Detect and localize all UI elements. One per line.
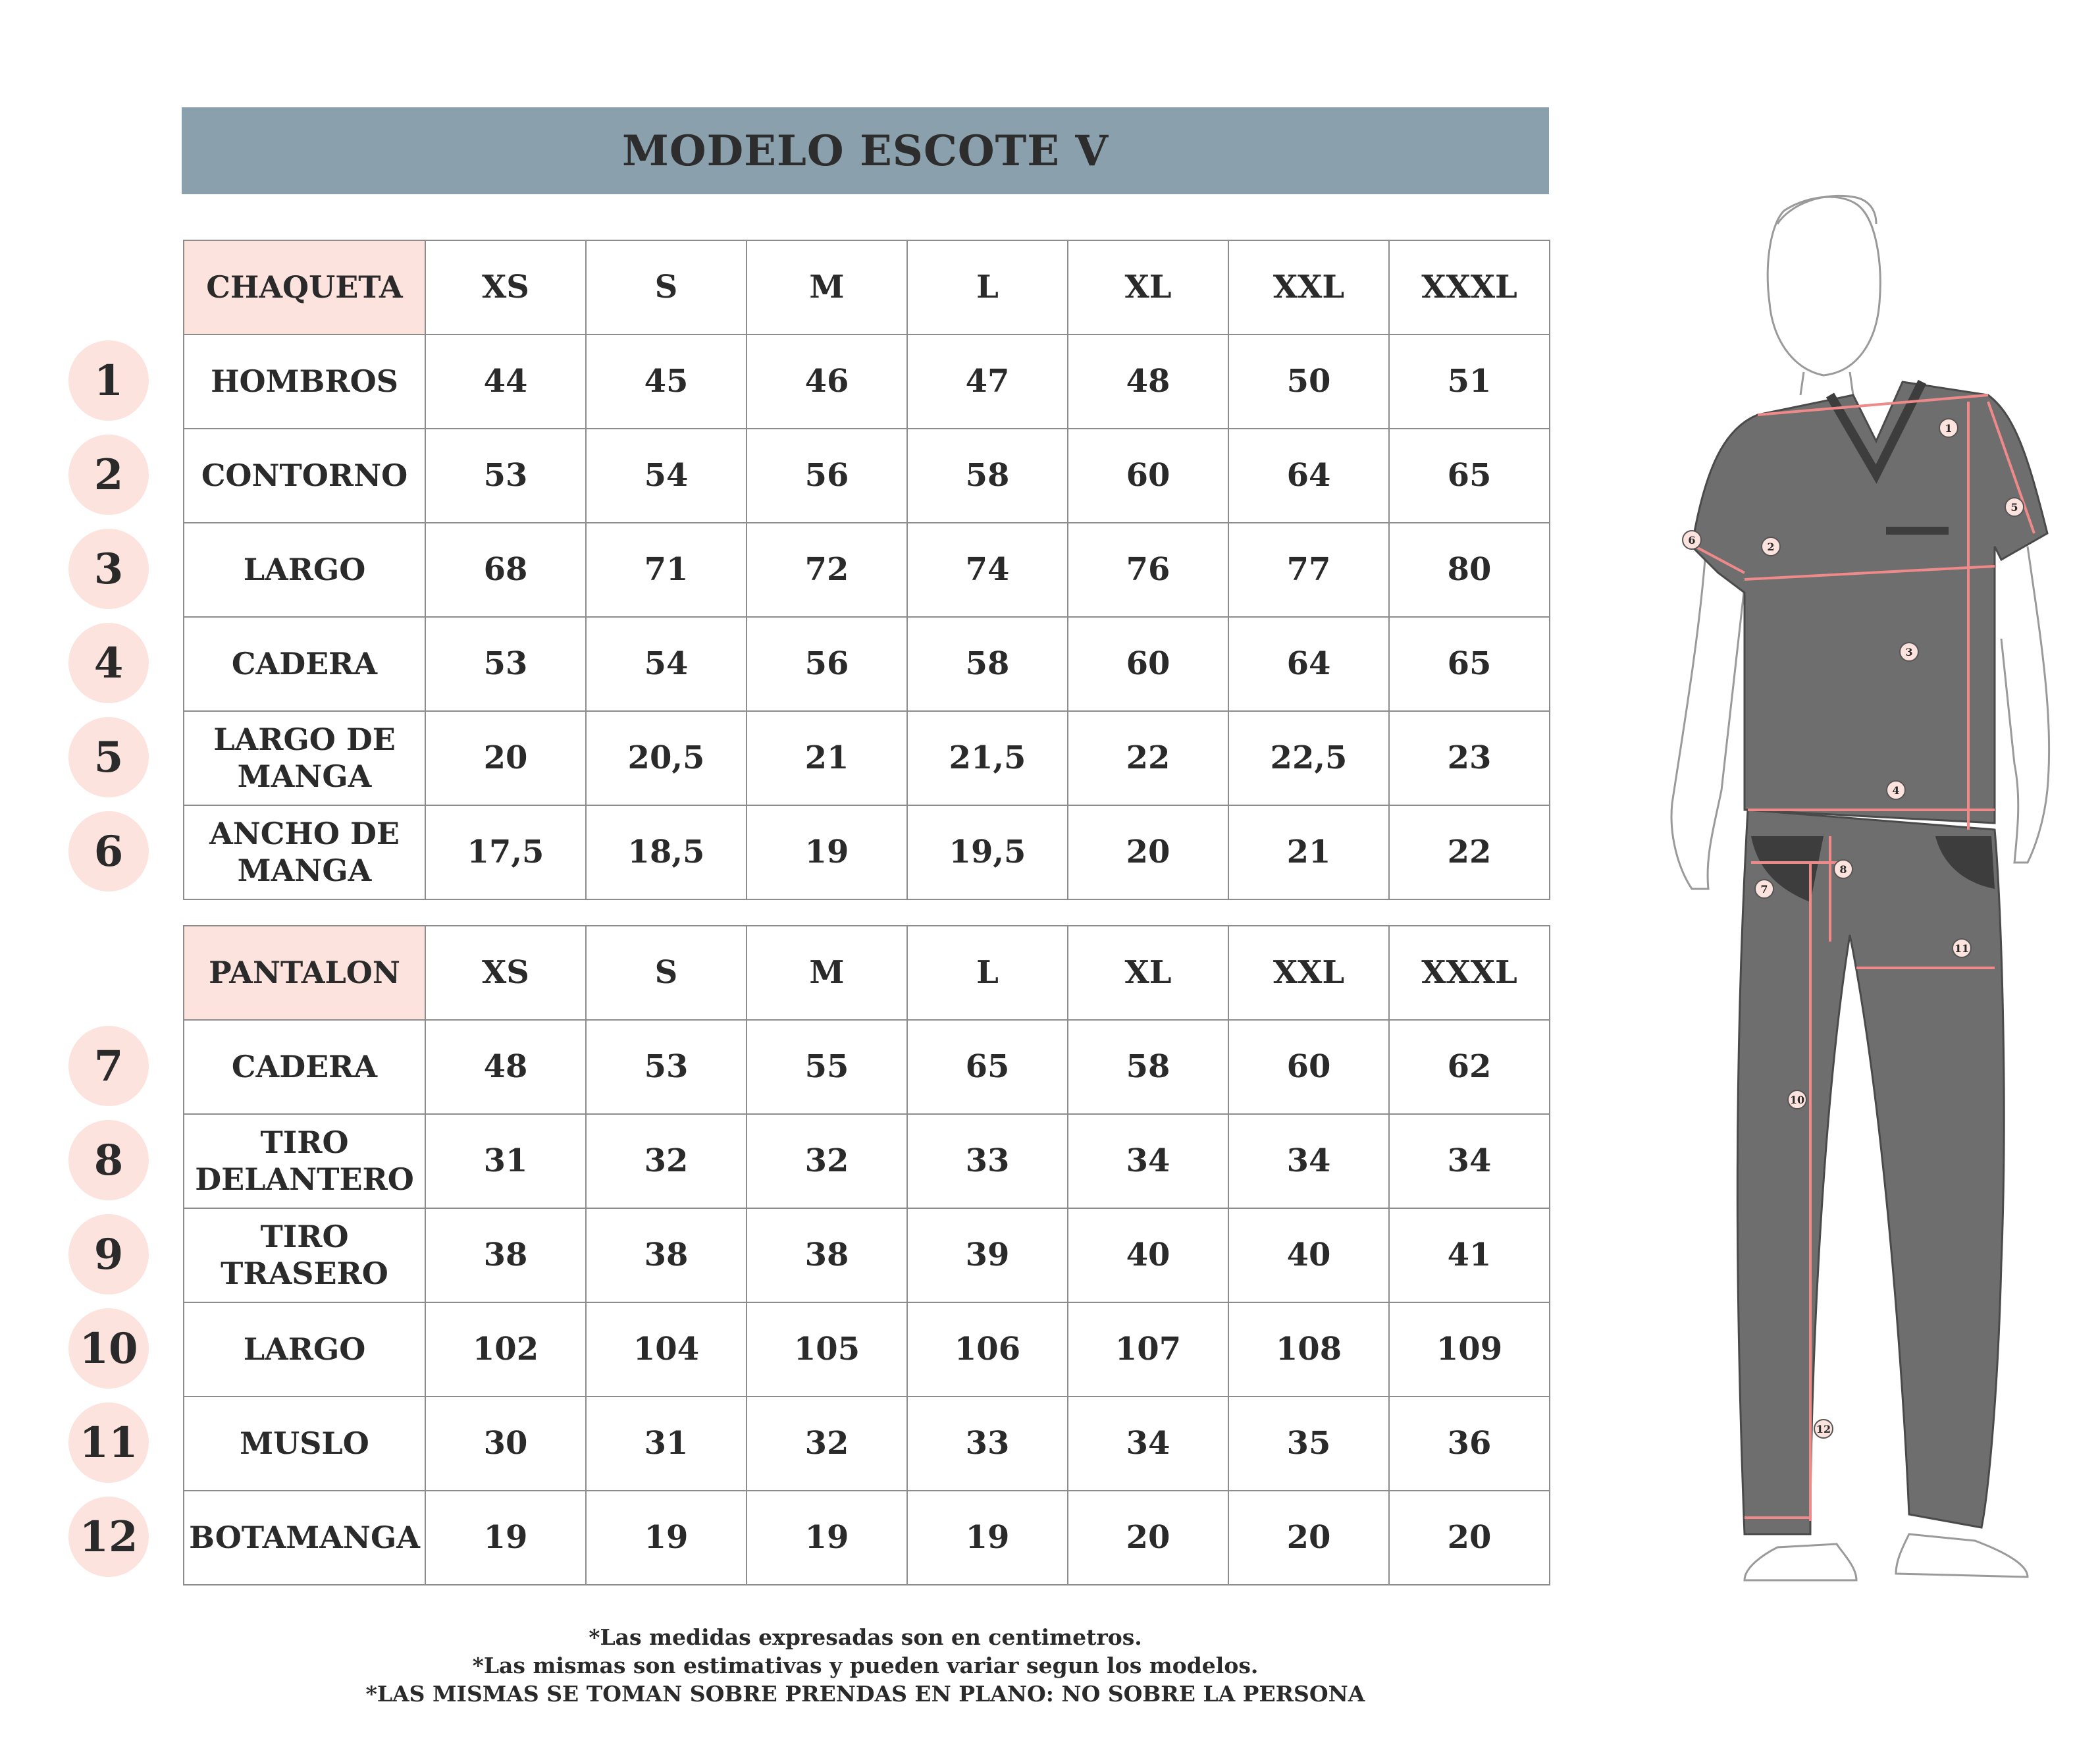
table-cell: 30	[425, 1397, 586, 1491]
table-cell: 36	[1389, 1397, 1550, 1491]
table-cell: 38	[425, 1208, 586, 1302]
table-cell: 56	[747, 429, 907, 523]
svg-text:2: 2	[1767, 541, 1775, 553]
size-header-s: S	[586, 240, 747, 334]
svg-text:4: 4	[1892, 784, 1900, 797]
row-number-badge: 12	[68, 1497, 149, 1577]
table-row	[184, 1302, 1550, 1397]
row-label: CONTORNO	[184, 429, 425, 523]
table-cell: 68	[425, 523, 586, 617]
table-row	[184, 617, 1550, 711]
svg-text:5: 5	[2010, 501, 2018, 514]
table-cell: 53	[586, 1020, 747, 1114]
table-row	[184, 1208, 1550, 1302]
table-row	[184, 711, 1550, 805]
table-cell: 72	[747, 523, 907, 617]
table-cell: 60	[1228, 1020, 1389, 1114]
table-cell: 19	[747, 805, 907, 899]
table-cell: 51	[1389, 334, 1550, 429]
table-cell: 19	[747, 1491, 907, 1585]
table-cell: 48	[1068, 334, 1228, 429]
figure-marker	[1788, 1090, 1806, 1109]
table-row	[184, 1491, 1550, 1585]
table-cell: 21	[1228, 805, 1389, 899]
table-cell: 48	[425, 1020, 586, 1114]
table-row	[184, 1397, 1550, 1491]
size-header-s: S	[586, 926, 747, 1020]
table-cell: 32	[747, 1114, 907, 1208]
table-cell: 31	[586, 1397, 747, 1491]
table-cell: 80	[1389, 523, 1550, 617]
table-cell: 19,5	[907, 805, 1068, 899]
table-cell: 33	[907, 1397, 1068, 1491]
table-cell: 108	[1228, 1302, 1389, 1397]
pants-size-table	[183, 925, 1550, 1585]
pants-header-row	[184, 926, 1550, 1020]
jacket-header-label: CHAQUETA	[184, 240, 425, 334]
table-cell: 21,5	[907, 711, 1068, 805]
table-cell: 45	[586, 334, 747, 429]
figure-marker	[1683, 531, 1701, 549]
size-header-m: M	[747, 240, 907, 334]
footnote-2: *Las mismas son estimativas y pueden variar segun los modelos.	[472, 1653, 1259, 1678]
table-cell: 21	[747, 711, 907, 805]
table-cell: 53	[425, 429, 586, 523]
table-cell: 22	[1389, 805, 1550, 899]
row-label: TIRO DELANTERO	[184, 1114, 425, 1208]
table-cell: 20	[1389, 1491, 1550, 1585]
size-header-xxl: XXL	[1228, 926, 1389, 1020]
page-title: MODELO ESCOTE V	[622, 126, 1109, 176]
table-cell: 20,5	[586, 711, 747, 805]
size-header-xxxl: XXXL	[1389, 240, 1550, 334]
table-cell: 31	[425, 1114, 586, 1208]
scrub-shirt	[1692, 382, 2047, 823]
table-cell: 22,5	[1228, 711, 1389, 805]
table-cell: 53	[425, 617, 586, 711]
figure-marker	[1814, 1420, 1833, 1438]
svg-text:11: 11	[1954, 942, 1970, 955]
figure-head	[1768, 197, 1880, 375]
size-header-xl: XL	[1068, 926, 1228, 1020]
scrub-pants	[1737, 810, 2004, 1534]
table-cell: 38	[586, 1208, 747, 1302]
row-number-badge: 6	[68, 811, 149, 892]
figure-right-arm	[2001, 546, 2049, 863]
table-cell: 64	[1228, 429, 1389, 523]
size-header-xxl: XXL	[1228, 240, 1389, 334]
scrubs-figure-illustration	[1659, 178, 2067, 1587]
footnote-3: *LAS MISMAS SE TOMAN SOBRE PRENDAS EN PLANO: NO SOBRE LA PERSONA	[365, 1681, 1365, 1707]
row-label: CADERA	[184, 1020, 425, 1114]
figure-left-arm	[1671, 560, 1745, 889]
table-cell: 104	[586, 1302, 747, 1397]
svg-text:3: 3	[1905, 646, 1913, 658]
row-label: LARGO	[184, 523, 425, 617]
size-header-xs: XS	[425, 240, 586, 334]
table-cell: 102	[425, 1302, 586, 1397]
figure-marker	[1939, 419, 1958, 437]
table-cell: 65	[1389, 617, 1550, 711]
row-label: HOMBROS	[184, 334, 425, 429]
size-header-m: M	[747, 926, 907, 1020]
table-cell: 58	[1068, 1020, 1228, 1114]
table-cell: 62	[1389, 1020, 1550, 1114]
table-cell: 33	[907, 1114, 1068, 1208]
svg-text:8: 8	[1839, 863, 1847, 876]
table-cell: 40	[1068, 1208, 1228, 1302]
row-label: CADERA	[184, 617, 425, 711]
table-cell: 34	[1068, 1397, 1228, 1491]
footnotes	[182, 1623, 1549, 1708]
table-cell: 19	[425, 1491, 586, 1585]
table-cell: 34	[1389, 1114, 1550, 1208]
table-cell: 106	[907, 1302, 1068, 1397]
table-cell: 58	[907, 429, 1068, 523]
table-row	[184, 429, 1550, 523]
row-label: ANCHO DE MANGA	[184, 805, 425, 899]
table-cell: 41	[1389, 1208, 1550, 1302]
table-cell: 40	[1228, 1208, 1389, 1302]
table-cell: 17,5	[425, 805, 586, 899]
table-cell: 46	[747, 334, 907, 429]
table-cell: 20	[1068, 805, 1228, 899]
title-bar	[182, 107, 1549, 194]
figure-marker	[1755, 880, 1773, 898]
table-cell: 38	[747, 1208, 907, 1302]
table-cell: 32	[586, 1114, 747, 1208]
svg-text:1: 1	[1945, 422, 1953, 435]
svg-text:12: 12	[1816, 1423, 1831, 1435]
table-cell: 20	[1068, 1491, 1228, 1585]
svg-text:7: 7	[1760, 883, 1768, 895]
table-cell: 65	[1389, 429, 1550, 523]
table-row	[184, 805, 1550, 899]
table-cell: 34	[1228, 1114, 1389, 1208]
row-number-badge: 8	[68, 1120, 149, 1200]
table-cell: 55	[747, 1020, 907, 1114]
table-row	[184, 1114, 1550, 1208]
size-header-xxxl: XXXL	[1389, 926, 1550, 1020]
row-label: TIRO TRASERO	[184, 1208, 425, 1302]
table-row	[184, 1020, 1550, 1114]
table-cell: 19	[586, 1491, 747, 1585]
table-cell: 107	[1068, 1302, 1228, 1397]
size-header-xs: XS	[425, 926, 586, 1020]
row-label: LARGO	[184, 1302, 425, 1397]
table-cell: 39	[907, 1208, 1068, 1302]
row-number-badge: 10	[68, 1308, 149, 1389]
table-cell: 32	[747, 1397, 907, 1491]
table-cell: 20	[1228, 1491, 1389, 1585]
row-number-badge: 7	[68, 1026, 149, 1106]
table-cell: 74	[907, 523, 1068, 617]
figure-marker	[2005, 498, 2024, 516]
table-cell: 35	[1228, 1397, 1389, 1491]
table-cell: 19	[907, 1491, 1068, 1585]
row-label: MUSLO	[184, 1397, 425, 1491]
row-label: LARGO DE MANGA	[184, 711, 425, 805]
table-cell: 64	[1228, 617, 1389, 711]
table-row	[184, 334, 1550, 429]
table-cell: 65	[907, 1020, 1068, 1114]
table-row	[184, 523, 1550, 617]
table-cell: 22	[1068, 711, 1228, 805]
svg-text:6: 6	[1688, 534, 1696, 546]
row-number-badge: 5	[68, 717, 149, 797]
table-cell: 109	[1389, 1302, 1550, 1397]
figure-right-shoe	[1896, 1534, 2028, 1577]
jacket-header-row	[184, 240, 1550, 334]
table-cell: 105	[747, 1302, 907, 1397]
svg-text:10: 10	[1789, 1094, 1805, 1106]
row-number-badge: 9	[68, 1214, 149, 1294]
table-cell: 23	[1389, 711, 1550, 805]
footnote-1: *Las medidas expresadas son en centimetros.	[589, 1624, 1142, 1650]
size-header-l: L	[907, 926, 1068, 1020]
row-number-badge: 3	[68, 529, 149, 609]
table-cell: 20	[425, 711, 586, 805]
row-number-badge: 11	[68, 1402, 149, 1483]
table-cell: 34	[1068, 1114, 1228, 1208]
table-cell: 71	[586, 523, 747, 617]
table-cell: 56	[747, 617, 907, 711]
table-cell: 18,5	[586, 805, 747, 899]
table-cell: 76	[1068, 523, 1228, 617]
table-cell: 54	[586, 617, 747, 711]
figure-marker	[1887, 781, 1905, 799]
jacket-size-table	[183, 240, 1550, 900]
size-header-l: L	[907, 240, 1068, 334]
table-cell: 44	[425, 334, 586, 429]
figure-marker	[1900, 643, 1918, 661]
size-header-xl: XL	[1068, 240, 1228, 334]
figure-marker	[1953, 939, 1971, 957]
row-number-badge: 4	[68, 623, 149, 703]
table-cell: 58	[907, 617, 1068, 711]
table-cell: 77	[1228, 523, 1389, 617]
figure-marker	[1762, 537, 1780, 556]
row-label: BOTAMANGA	[184, 1491, 425, 1585]
figure-marker	[1834, 860, 1852, 878]
row-number-badge: 1	[68, 340, 149, 421]
table-cell: 50	[1228, 334, 1389, 429]
row-number-badge: 2	[68, 435, 149, 515]
table-cell: 54	[586, 429, 747, 523]
figure-left-shoe	[1745, 1544, 1856, 1580]
table-cell: 60	[1068, 429, 1228, 523]
pants-header-label: PANTALON	[184, 926, 425, 1020]
table-cell: 60	[1068, 617, 1228, 711]
table-cell: 47	[907, 334, 1068, 429]
